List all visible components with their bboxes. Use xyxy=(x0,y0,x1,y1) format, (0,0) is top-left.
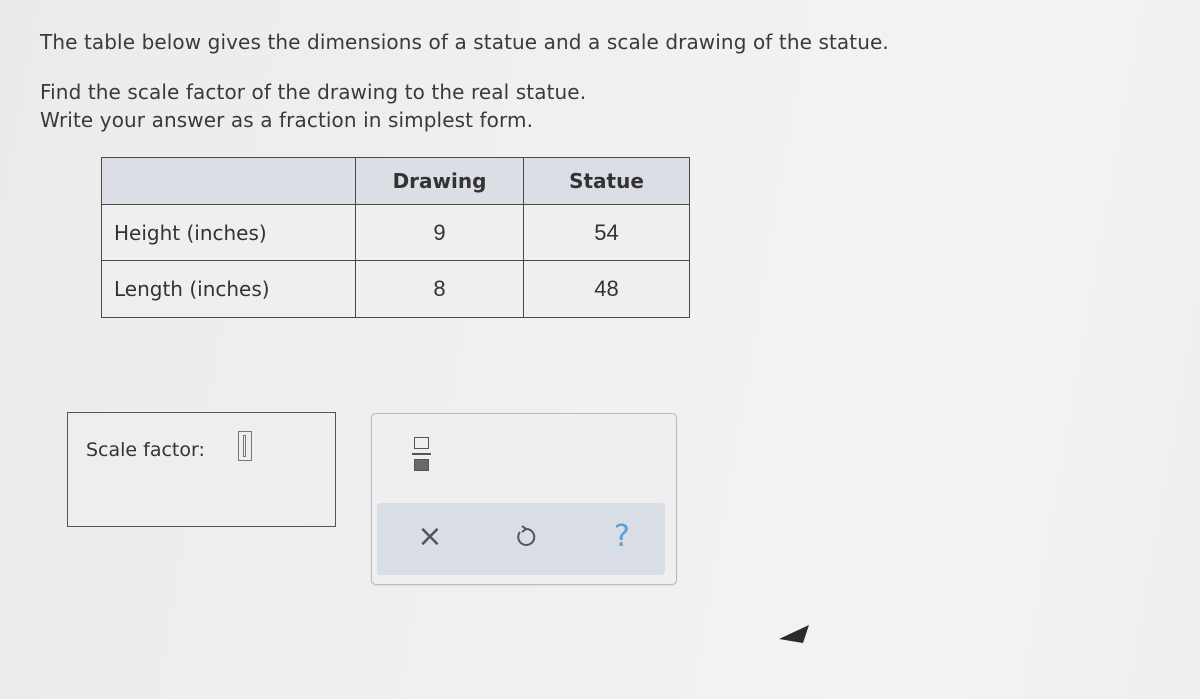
table-row xyxy=(102,261,690,318)
scale-factor-input[interactable] xyxy=(236,430,254,462)
undo-icon xyxy=(511,539,541,558)
answer-box xyxy=(67,412,336,527)
table-row xyxy=(102,205,690,261)
close-icon: × xyxy=(417,519,443,554)
table-header-drawing: Drawing xyxy=(356,158,524,205)
clear-button[interactable] xyxy=(415,520,445,554)
row-label-length: Length (inches) xyxy=(102,261,356,318)
table-header-row xyxy=(102,158,690,205)
fraction-button[interactable] xyxy=(407,433,437,477)
table-header-statue: Statue xyxy=(524,158,690,205)
undo-button[interactable] xyxy=(511,520,541,554)
question-instruction: Find the scale factor of the drawing to the real statue. xyxy=(40,80,587,104)
scale-factor-label: Scale factor: xyxy=(86,439,205,461)
dimensions-table xyxy=(101,157,690,318)
question-intro: The table below gives the dimensions of a statue and a scale drawing of the statue. xyxy=(40,30,889,54)
row-label-height: Height (inches) xyxy=(102,205,356,261)
question-format-instruction: Write your answer as a fraction in simplest form. xyxy=(40,108,534,132)
height-statue-value: 54 xyxy=(524,205,690,261)
length-drawing-value: 8 xyxy=(356,261,524,318)
table-header-empty xyxy=(102,158,356,205)
mouse-pointer-icon xyxy=(775,617,811,655)
length-statue-value: 48 xyxy=(524,261,690,318)
help-button[interactable] xyxy=(607,520,637,554)
height-drawing-value: 9 xyxy=(356,205,524,261)
help-icon: ? xyxy=(614,519,630,554)
